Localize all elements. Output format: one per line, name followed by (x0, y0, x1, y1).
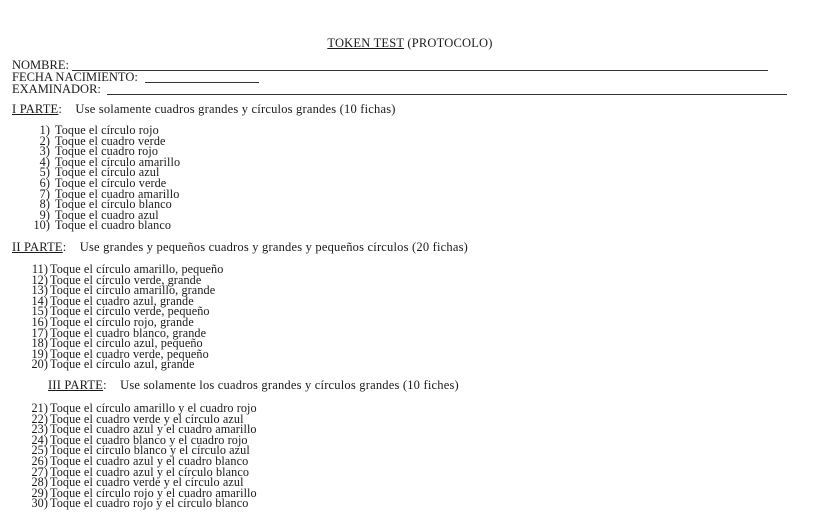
part-heading: II PARTE (12, 240, 63, 254)
item-text: Toque el círculo blanco y el círculo azul (50, 443, 250, 458)
list-item (18, 498, 257, 509)
item-number: 13) (31, 283, 48, 298)
item-number: 20) (31, 357, 48, 372)
item-text: Toque el cuadro verde, pequeño (50, 346, 209, 361)
item-text: Toque el círculo blanco (55, 197, 172, 212)
item-number: 16) (31, 314, 48, 329)
item-text: Toque el cuadro amarillo (55, 186, 180, 201)
item-number: 29) (31, 485, 48, 500)
part-colon: : (62, 240, 67, 254)
items-list-part-2 (18, 264, 223, 370)
section-heading-part-1 (12, 102, 396, 117)
part-description: Use grandes y pequeños cuadros y grandes y pequeños círculos (20 fichas) (79, 240, 469, 254)
field-label: NOMBRE: (12, 58, 69, 72)
item-text: Toque el círculo amarillo, pequeño (50, 262, 224, 276)
title-sub: (PROTOCOLO) (407, 36, 493, 50)
item-number: 3) (39, 144, 50, 159)
item-text: Toque el cuadro rojo (55, 144, 159, 159)
list-item (18, 359, 223, 370)
item-text: Toque el cuadro blanco (55, 218, 172, 233)
item-number: 23) (31, 422, 48, 437)
item-text: Toque el círculo rojo y el cuadro amarillo (50, 485, 257, 500)
item-text: Toque el círculo verde (55, 175, 167, 190)
item-number: 8) (39, 197, 50, 212)
item-text: Toque el cuadro blanco, grande (50, 325, 207, 340)
item-number: 15) (31, 304, 48, 319)
item-number: 10) (33, 218, 50, 233)
item-number: 24) (31, 432, 48, 447)
field-label: EXAMINADOR: (12, 82, 101, 96)
page-title (0, 36, 820, 51)
item-text: Toque el círculo verde, pequeño (50, 304, 210, 319)
item-number: 18) (31, 336, 48, 351)
item-number: 28) (31, 475, 48, 490)
title-main: TOKEN TEST (327, 36, 405, 50)
section-heading-part-2 (12, 240, 468, 255)
part-description: Use solamente cuadros grandes y círculos grandes (10 fichas) (75, 102, 396, 116)
fill-in-line (72, 61, 768, 71)
item-text: Toque el círculo amarillo y el cuadro rojo (50, 401, 257, 415)
item-text: Toque el cuadro verde (55, 133, 166, 148)
item-text: Toque el cuadro azul y el cuadro amarillo (50, 422, 257, 437)
item-number: 17) (31, 325, 48, 340)
item-text: Toque el círculo amarillo, grande (50, 283, 216, 298)
item-number: 25) (31, 443, 48, 458)
item-number: 11) (31, 262, 48, 276)
item-number: 1) (39, 123, 50, 137)
part-heading: III PARTE (48, 378, 104, 392)
item-number: 19) (31, 346, 48, 361)
item-number: 5) (39, 165, 50, 180)
list-item (14, 220, 180, 231)
item-text: Toque el cuadro verde y el círculo azul (50, 475, 244, 490)
item-number: 30) (31, 496, 48, 511)
item-number: 6) (39, 175, 50, 190)
field-examinador (12, 83, 787, 95)
item-text: Toque el cuadro azul y el cuadro blanco (50, 453, 249, 468)
items-list-part-1 (14, 125, 180, 231)
field-label: FECHA NACIMIENTO: (12, 70, 138, 84)
item-text: Toque el cuadro verde y el círculo azul (50, 411, 244, 426)
item-number: 2) (39, 133, 50, 148)
item-number: 7) (39, 186, 50, 201)
item-number: 4) (39, 154, 50, 169)
item-text: Toque el círculo amarillo (55, 154, 181, 169)
item-text: Toque el círculo rojo (55, 123, 159, 137)
item-text: Toque el círculo rojo, grande (50, 314, 194, 329)
fill-in-line (145, 73, 259, 83)
item-number: 12) (31, 272, 48, 287)
item-number: 21) (31, 401, 48, 415)
fill-in-line (107, 85, 787, 95)
items-list-part-3 (18, 403, 257, 509)
item-number: 27) (31, 464, 48, 479)
part-colon: : (58, 102, 63, 116)
item-number: 26) (31, 453, 48, 468)
part-heading: I PARTE (12, 102, 59, 116)
item-text: Toque el círculo azul, grande (50, 357, 195, 372)
item-text: Toque el círculo azul, pequeño (50, 336, 203, 351)
part-colon: : (103, 378, 107, 392)
item-text: Toque el círculo verde, grande (50, 272, 202, 287)
item-number: 9) (39, 207, 50, 222)
item-text: Toque el círculo azul (55, 165, 160, 180)
item-number: 14) (31, 293, 48, 308)
item-text: Toque el cuadro rojo y el círculo blanco (50, 496, 249, 511)
part-description: Use solamente los cuadros grandes y círculos grandes (10 fiches) (120, 378, 459, 392)
item-text: Toque el cuadro azul (55, 207, 159, 222)
item-text: Toque el cuadro azul, grande (50, 293, 194, 308)
item-number: 22) (31, 411, 48, 426)
section-heading-part-3 (48, 378, 459, 393)
item-text: Toque el cuadro azul y el círculo blanco (50, 464, 250, 479)
item-text: Toque el cuadro blanco y el cuadro rojo (50, 432, 248, 447)
